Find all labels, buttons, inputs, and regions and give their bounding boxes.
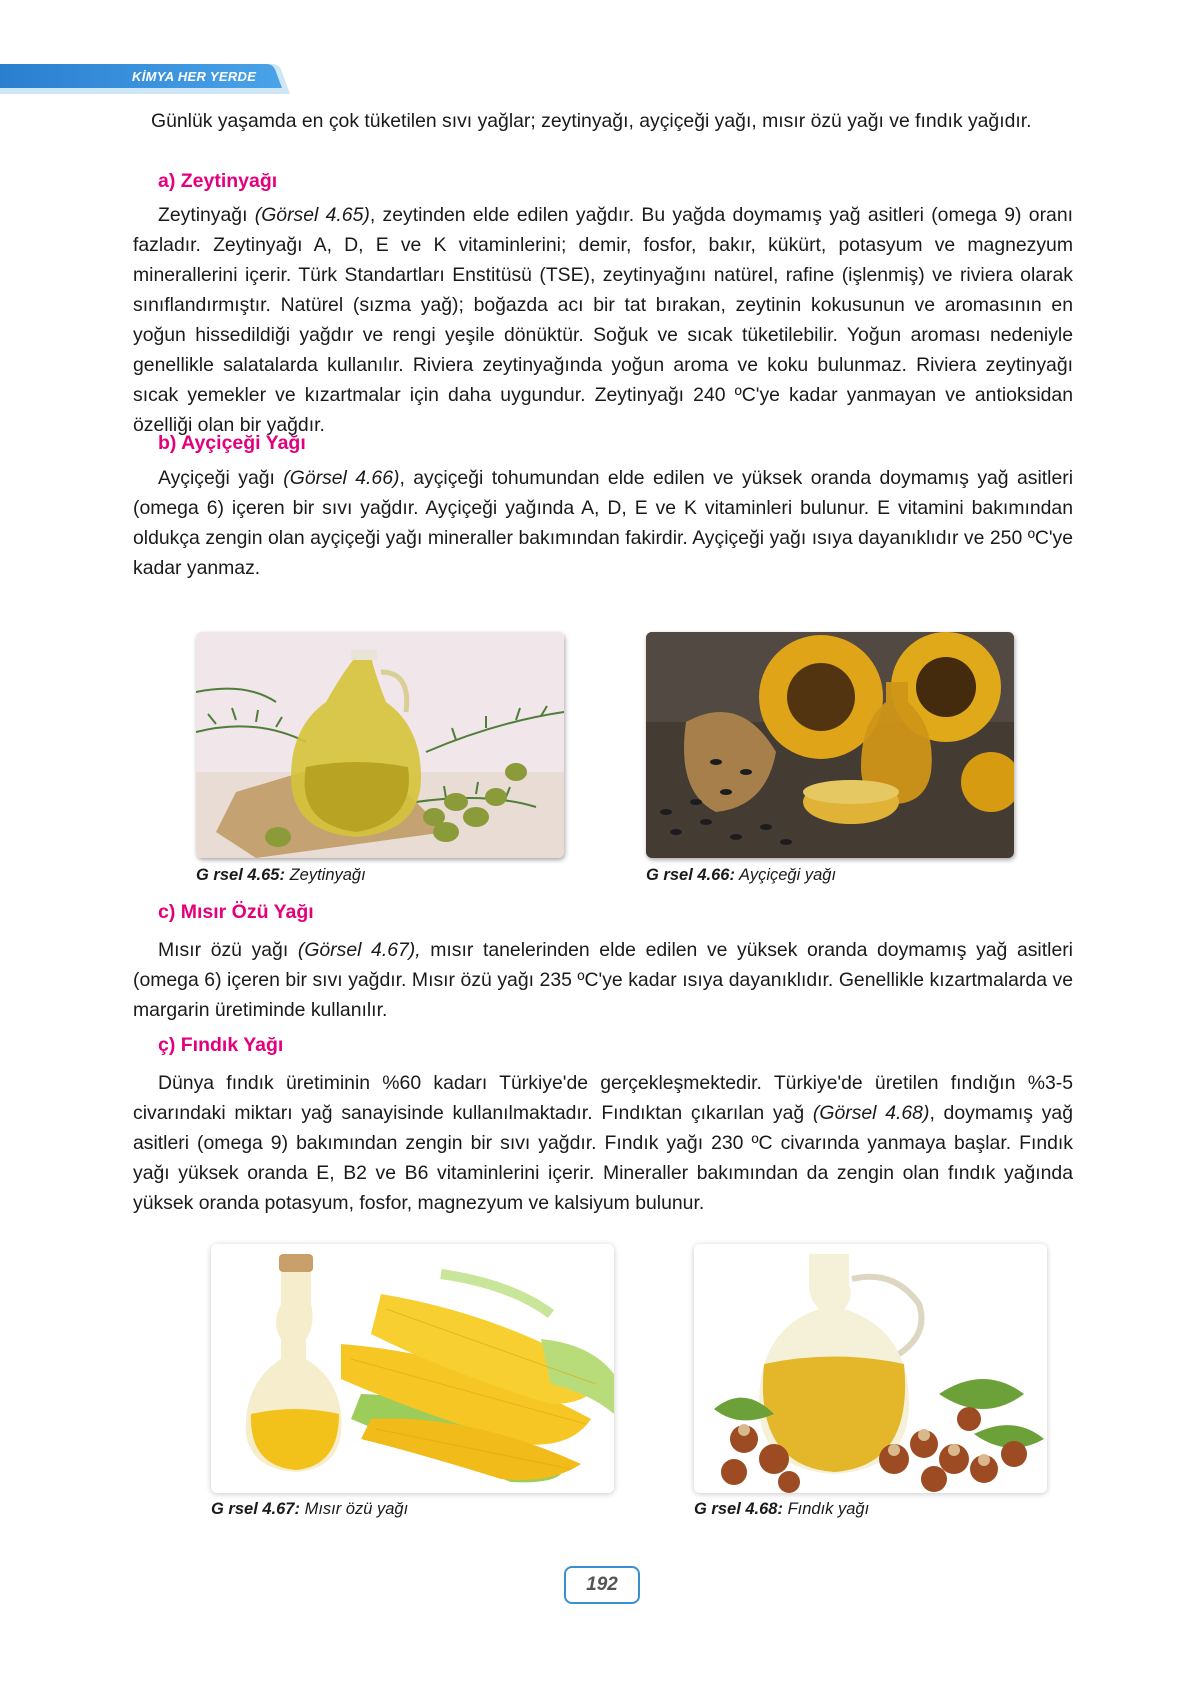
figure-reference: (Görsel 4.68) bbox=[812, 1102, 930, 1124]
heading-zeytinyagi: a) Zeytinyağı bbox=[158, 170, 278, 192]
paragraph-findik bbox=[133, 1068, 1073, 1218]
figure-reference: (Görsel 4.67), bbox=[297, 939, 421, 961]
text-span: Dünya fındık üretiminin %60 kadarı Türkiye'de gerçekleşmektedir. Türkiye'de üretilen fındığın %3-5 civarındaki miktarı yağ sanayisinde kullanılmaktadır. Fındıktan çıkarılan yağ bbox=[133, 1072, 1073, 1124]
caption-title: Fındık yağı bbox=[782, 1500, 870, 1518]
heading-aycicegi: b) Ayçiçeği Yağı bbox=[158, 432, 306, 454]
intro-paragraph bbox=[133, 106, 1073, 136]
header-label: KİMYA HER YERDE bbox=[132, 69, 257, 84]
caption-4-67 bbox=[211, 1500, 408, 1519]
paragraph-zeytinyagi bbox=[133, 200, 1073, 440]
hazelnut-oil-photo bbox=[694, 1244, 1047, 1493]
caption-title: Ayçiçeği yağı bbox=[734, 866, 837, 884]
caption-4-65 bbox=[196, 866, 366, 885]
text-span: Mısır özü yağı bbox=[158, 939, 298, 961]
caption-number: G rsel 4.68: bbox=[694, 1500, 783, 1518]
figure-reference: (Görsel 4.65) bbox=[254, 204, 370, 226]
caption-4-66 bbox=[646, 866, 836, 885]
text-span: Ayçiçeği yağı bbox=[158, 467, 284, 489]
heading-findik: ç) Fındık Yağı bbox=[158, 1034, 284, 1056]
paragraph-aycicegi bbox=[133, 463, 1073, 583]
page-number: 192 bbox=[564, 1566, 640, 1604]
text-span: , ayçiçeği tohumundan elde edilen ve yüksek oranda doymamış yağ asitleri (omega 6) içeren bir sıvı yağdır. Ayçiçeği yağında A, D, E ve K vitaminleri bulunur. E vitamini bakımından oldukça zengin olan ayçiçeği yağı mineraller bakımından fakirdir. Ayçiçeği yağı ısıya dayanıklıdır ve 250 ºC'ye kadar yanmaz. bbox=[133, 467, 1074, 579]
sunflower-oil-photo bbox=[646, 632, 1014, 858]
figure-reference: (Görsel 4.66) bbox=[283, 467, 400, 489]
olive-oil-photo bbox=[196, 632, 564, 858]
caption-title: Mısır özü yağı bbox=[299, 1500, 409, 1518]
text-span: Zeytinyağı bbox=[158, 204, 255, 226]
caption-number: G rsel 4.66: bbox=[646, 866, 735, 884]
caption-4-68 bbox=[694, 1500, 869, 1519]
caption-number: G rsel 4.65: bbox=[196, 866, 285, 884]
text-span: mısır tanelerinden elde edilen ve yüksek oranda doymamış yağ asitleri (omega 6) içeren bir sıvı yağdır. Mısır özü yağı 235 ºC'ye kadar ısıya dayanıklıdır. Genellikle kızartmalarda ve margarin üretiminde kullanılır. bbox=[133, 939, 1073, 1021]
caption-title: Zeytinyağı bbox=[284, 866, 366, 884]
paragraph-misir bbox=[133, 935, 1073, 1025]
caption-number: G rsel 4.67: bbox=[211, 1500, 300, 1518]
heading-misir: c) Mısır Özü Yağı bbox=[158, 901, 314, 923]
text-span: , doymamış yağ asitleri (omega 9) bakımından zengin bir sıvı yağdır. Fındık yağı 230 ºC civarında yanmaya başlar. Fındık yağı yüksek oranda E, B2 ve B6 vitaminlerini içerir. Mineraller bakımından da zengin olan fındık yağında yüksek oranda potasyum, fosfor, magnezyum ve kalsiyum bulunur. bbox=[133, 1102, 1073, 1214]
corn-oil-photo bbox=[211, 1244, 614, 1493]
text-span: , zeytinden elde edilen yağdır. Bu yağda doymamış yağ asitleri (omega 9) oranı fazladır. Zeytinyağı A, D, E ve K vitaminlerini; demir, fosfor, bakır, kükürt, potasyum ve magnezyum minerallerini içerir. Türk Standartları Enstitüsü (TSE), zeytinyağını natürel, rafine (işlenmiş) ve riviera olarak sınıflandırmıştır. Natürel (sızma yağ); boğazda acı bir tat bırakan, zeytinin kokusunun ve aromasının en yoğun hissedildiği yağdır ve rengi yeşile dönüktür. Soğuk ve sıcak tüketilebilir. Yoğun aroması nedeniyle genellikle salatalarda kullanılır. Riviera zeytinyağında yoğun aroma ve koku bulunmaz. Riviera zeytinyağı sıcak yemekler ve kızartmalar için daha uygundur. Zeytinyağı 240 ºC'ye kadar yanmayan ve antioksidan özelliği olan bir yağdır. bbox=[133, 204, 1073, 436]
intro-text: Günlük yaşamda en çok tüketilen sıvı yağlar; zeytinyağı, ayçiçeği yağı, mısır özü yağı ve fındık yağıdır. bbox=[151, 110, 1032, 132]
